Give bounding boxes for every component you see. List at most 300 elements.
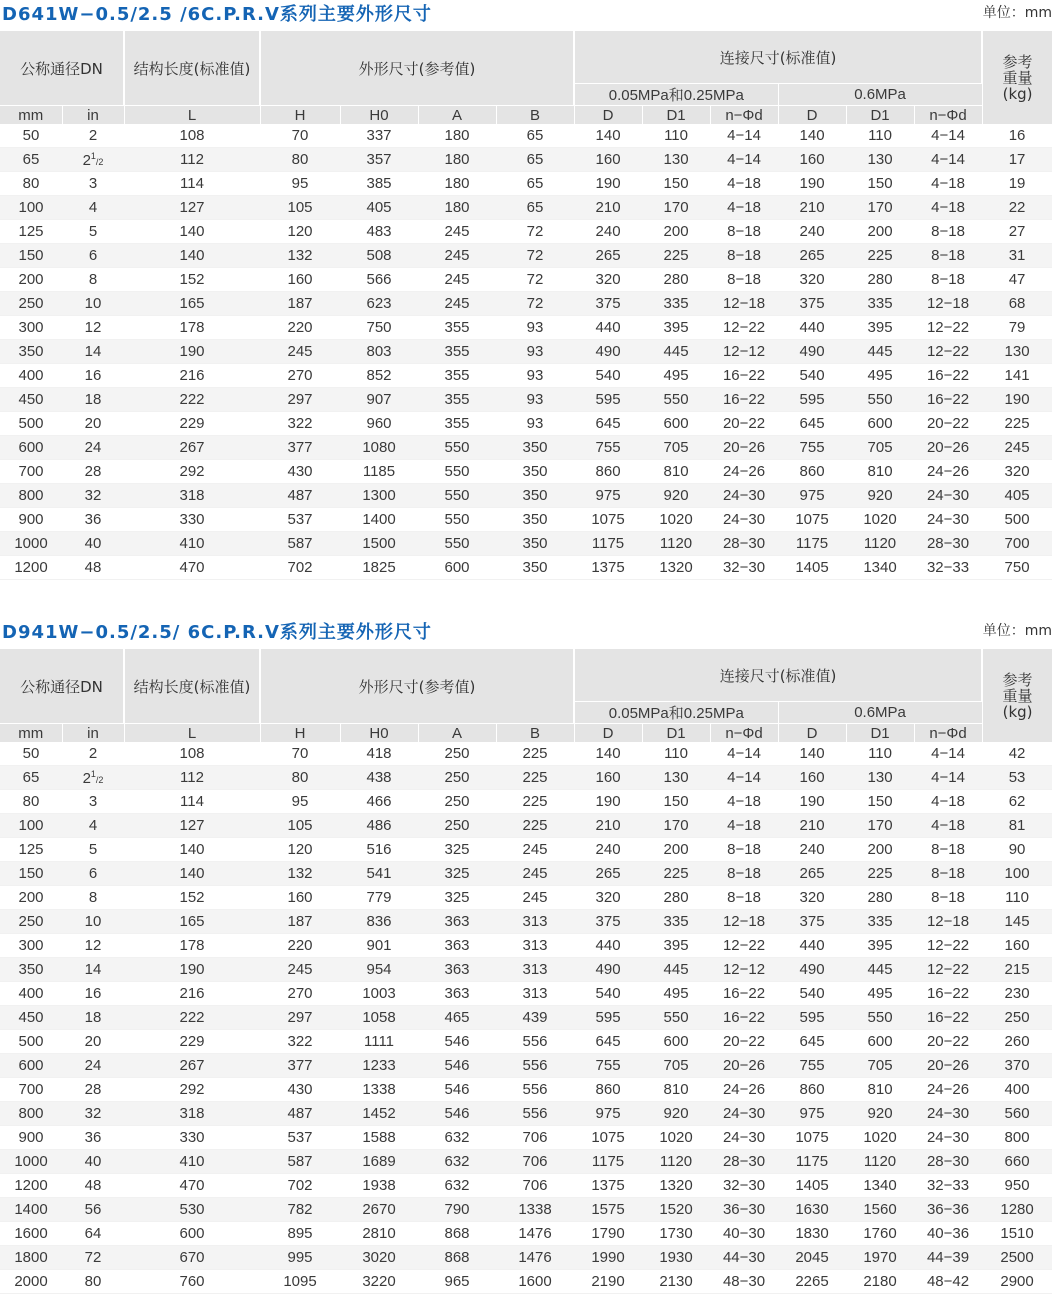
table-cell: 245 bbox=[418, 292, 496, 316]
table-cell: 10 bbox=[62, 910, 124, 934]
table-cell: 1200 bbox=[0, 1174, 62, 1198]
table-cell: 632 bbox=[418, 1174, 496, 1198]
table-cell: 225 bbox=[496, 814, 574, 838]
table-cell: 200 bbox=[0, 886, 62, 910]
table-cell: 320 bbox=[778, 268, 846, 292]
table-row bbox=[0, 124, 1052, 148]
table-cell: 318 bbox=[124, 484, 260, 508]
table-cell: 24−30 bbox=[710, 1102, 778, 1126]
table-cell: 24−26 bbox=[914, 460, 982, 484]
col-in: in bbox=[62, 106, 124, 125]
table-cell: 225 bbox=[496, 766, 574, 790]
table-cell: 450 bbox=[0, 388, 62, 412]
table-cell: 250 bbox=[982, 1006, 1052, 1030]
table-cell: 860 bbox=[574, 460, 642, 484]
col-nd-low: n−Φd bbox=[710, 106, 778, 125]
table-cell: 810 bbox=[846, 460, 914, 484]
table-cell: 566 bbox=[340, 268, 418, 292]
col-mm: mm bbox=[0, 106, 62, 125]
header-dn: 公称通径DN bbox=[0, 31, 124, 106]
table-cell: 4−14 bbox=[710, 124, 778, 148]
table-cell: 1175 bbox=[574, 532, 642, 556]
table-cell: 810 bbox=[642, 1078, 710, 1102]
table-row bbox=[0, 1246, 1052, 1270]
table-cell: 6 bbox=[62, 244, 124, 268]
table-cell: 200 bbox=[846, 838, 914, 862]
table-cell: 330 bbox=[124, 508, 260, 532]
table-cell: 2180 bbox=[846, 1270, 914, 1294]
table-cell: 2190 bbox=[574, 1270, 642, 1294]
table-row bbox=[0, 1054, 1052, 1078]
table-cell: 40−30 bbox=[710, 1222, 778, 1246]
table-cell: 755 bbox=[778, 436, 846, 460]
table-cell: 430 bbox=[260, 460, 340, 484]
col-D-high: D bbox=[778, 106, 846, 125]
table-cell: 225 bbox=[496, 790, 574, 814]
table-cell: 245 bbox=[496, 862, 574, 886]
table-cell: 65 bbox=[496, 196, 574, 220]
table-cell: 90 bbox=[982, 838, 1052, 862]
table-cell: 80 bbox=[0, 790, 62, 814]
table-cell: 48 bbox=[62, 1174, 124, 1198]
table-cell: 705 bbox=[846, 436, 914, 460]
table-cell: 445 bbox=[642, 958, 710, 982]
table-cell: 706 bbox=[496, 1150, 574, 1174]
table-cell: 975 bbox=[574, 1102, 642, 1126]
table-row bbox=[0, 508, 1052, 532]
table-cell: 12−22 bbox=[914, 340, 982, 364]
table-cell: 240 bbox=[778, 220, 846, 244]
table-cell: 260 bbox=[982, 1030, 1052, 1054]
table-cell: 868 bbox=[418, 1246, 496, 1270]
table-cell: 1476 bbox=[496, 1222, 574, 1246]
table-cell: 150 bbox=[846, 790, 914, 814]
table-cell: 3220 bbox=[340, 1270, 418, 1294]
table-cell: 110 bbox=[846, 124, 914, 148]
table-cell: 440 bbox=[778, 316, 846, 340]
table-cell: 190 bbox=[778, 790, 846, 814]
table-cell: 81 bbox=[982, 814, 1052, 838]
table-row bbox=[0, 556, 1052, 580]
table-cell: 250 bbox=[418, 790, 496, 814]
table-cell: 470 bbox=[124, 556, 260, 580]
table-cell: 325 bbox=[418, 862, 496, 886]
table-cell: 377 bbox=[260, 1054, 340, 1078]
col-in: in bbox=[62, 724, 124, 743]
table-cell: 114 bbox=[124, 790, 260, 814]
table-cell: 16−22 bbox=[914, 982, 982, 1006]
table-cell: 350 bbox=[0, 340, 62, 364]
table-cell: 225 bbox=[642, 244, 710, 268]
table-cell: 200 bbox=[0, 268, 62, 292]
table-row bbox=[0, 790, 1052, 814]
table-cell: 180 bbox=[418, 172, 496, 196]
table-cell: 20−22 bbox=[710, 412, 778, 436]
table-cell: 350 bbox=[496, 556, 574, 580]
table-cell: 320 bbox=[982, 460, 1052, 484]
header-weight bbox=[982, 31, 1052, 124]
table-cell: $2^1/2$ bbox=[62, 148, 124, 172]
table-cell: 12−18 bbox=[710, 910, 778, 934]
table-cell: 4−18 bbox=[710, 814, 778, 838]
table-cell: 550 bbox=[846, 1006, 914, 1030]
table-cell: 65 bbox=[496, 148, 574, 172]
table-cell: 120 bbox=[260, 838, 340, 862]
table-cell: 706 bbox=[496, 1174, 574, 1198]
col-A: A bbox=[418, 106, 496, 125]
table-cell: 836 bbox=[340, 910, 418, 934]
table-cell: 755 bbox=[778, 1054, 846, 1078]
table-cell: 335 bbox=[642, 910, 710, 934]
table-cell: 36 bbox=[62, 508, 124, 532]
table-cell: 537 bbox=[260, 508, 340, 532]
table-cell: 322 bbox=[260, 1030, 340, 1054]
table-cell: 445 bbox=[846, 340, 914, 364]
table-cell: 810 bbox=[642, 460, 710, 484]
table-cell: 1338 bbox=[496, 1198, 574, 1222]
table-cell: 1970 bbox=[846, 1246, 914, 1270]
table-cell: 600 bbox=[846, 1030, 914, 1054]
table-cell: 600 bbox=[124, 1222, 260, 1246]
table-row bbox=[0, 196, 1052, 220]
table-cell: 250 bbox=[418, 814, 496, 838]
table-cell: 16−22 bbox=[914, 364, 982, 388]
section-header bbox=[0, 618, 1052, 644]
table-row bbox=[0, 1006, 1052, 1030]
table-row bbox=[0, 910, 1052, 934]
table-cell: 950 bbox=[982, 1174, 1052, 1198]
table-cell: 32 bbox=[62, 484, 124, 508]
table-cell: 145 bbox=[982, 910, 1052, 934]
unit-label: 单位：mm bbox=[982, 623, 1052, 639]
table-cell: 2130 bbox=[642, 1270, 710, 1294]
table-cell: 150 bbox=[642, 172, 710, 196]
table-cell: 16−22 bbox=[710, 364, 778, 388]
table-cell: 70 bbox=[260, 124, 340, 148]
table-cell: 12 bbox=[62, 316, 124, 340]
table-cell: 920 bbox=[846, 1102, 914, 1126]
table-cell: 385 bbox=[340, 172, 418, 196]
table-cell: 5 bbox=[62, 838, 124, 862]
table-cell: 487 bbox=[260, 1102, 340, 1126]
table-cell: 595 bbox=[574, 388, 642, 412]
table-cell: 4−18 bbox=[914, 196, 982, 220]
table-cell: 132 bbox=[260, 862, 340, 886]
table-cell: 24 bbox=[62, 1054, 124, 1078]
table-cell: 350 bbox=[496, 532, 574, 556]
table-cell: 355 bbox=[418, 388, 496, 412]
table-cell: 28−30 bbox=[710, 532, 778, 556]
table-cell: 8−18 bbox=[710, 268, 778, 292]
section-header bbox=[0, 0, 1052, 26]
table-cell: 1175 bbox=[778, 532, 846, 556]
table-cell: 48−42 bbox=[914, 1270, 982, 1294]
table-cell: 31 bbox=[982, 244, 1052, 268]
table-cell: 53 bbox=[982, 766, 1052, 790]
table-cell: 190 bbox=[124, 340, 260, 364]
table-cell: 975 bbox=[778, 1102, 846, 1126]
table-cell: 779 bbox=[340, 886, 418, 910]
table-cell: 110 bbox=[642, 742, 710, 766]
table-cell: 24−30 bbox=[914, 1126, 982, 1150]
table-cell: 600 bbox=[0, 1054, 62, 1078]
table-cell: 14 bbox=[62, 958, 124, 982]
table-cell: 810 bbox=[846, 1078, 914, 1102]
table-cell: 24−30 bbox=[710, 508, 778, 532]
table-row bbox=[0, 1222, 1052, 1246]
table-cell: 64 bbox=[62, 1222, 124, 1246]
table-row bbox=[0, 412, 1052, 436]
table-cell: 418 bbox=[340, 742, 418, 766]
table-cell: 920 bbox=[642, 1102, 710, 1126]
table-cell: 40 bbox=[62, 1150, 124, 1174]
table-cell: 16 bbox=[62, 364, 124, 388]
table-cell: 901 bbox=[340, 934, 418, 958]
table-cell: 540 bbox=[778, 982, 846, 1006]
table-row bbox=[0, 1198, 1052, 1222]
table-cell: 325 bbox=[418, 838, 496, 862]
table-cell: 350 bbox=[496, 436, 574, 460]
table-cell: 160 bbox=[260, 886, 340, 910]
table-row bbox=[0, 982, 1052, 1006]
table-cell: 490 bbox=[778, 340, 846, 364]
table-cell: 24−30 bbox=[914, 508, 982, 532]
table-cell: 16−22 bbox=[710, 982, 778, 1006]
table-cell: 363 bbox=[418, 934, 496, 958]
table-row bbox=[0, 316, 1052, 340]
table-cell: 313 bbox=[496, 982, 574, 1006]
table-cell: 355 bbox=[418, 364, 496, 388]
table-cell: 1120 bbox=[846, 532, 914, 556]
table-cell: 702 bbox=[260, 556, 340, 580]
table-cell: 1405 bbox=[778, 1174, 846, 1198]
table-cell: 1000 bbox=[0, 1150, 62, 1174]
table-cell: 375 bbox=[574, 910, 642, 934]
table-cell: 12−22 bbox=[914, 934, 982, 958]
table-cell: 1075 bbox=[778, 508, 846, 532]
table-cell: 297 bbox=[260, 1006, 340, 1030]
table-cell: 47 bbox=[982, 268, 1052, 292]
table-cell: 267 bbox=[124, 436, 260, 460]
table-row bbox=[0, 484, 1052, 508]
table-cell: 160 bbox=[260, 268, 340, 292]
table-cell: 152 bbox=[124, 268, 260, 292]
table-cell: 1175 bbox=[778, 1150, 846, 1174]
table-cell: 225 bbox=[846, 862, 914, 886]
col-B: B bbox=[496, 724, 574, 743]
table-cell: 546 bbox=[418, 1102, 496, 1126]
table-cell: 12−12 bbox=[710, 958, 778, 982]
table-cell: 1400 bbox=[340, 508, 418, 532]
table-cell: 210 bbox=[778, 196, 846, 220]
table-cell: 1600 bbox=[0, 1222, 62, 1246]
table-cell: 954 bbox=[340, 958, 418, 982]
table-cell: 12−22 bbox=[710, 316, 778, 340]
col-nd-high: n−Φd bbox=[914, 724, 982, 743]
table-cell: 180 bbox=[418, 148, 496, 172]
table-row bbox=[0, 814, 1052, 838]
table-cell: 3020 bbox=[340, 1246, 418, 1270]
table-cell: 250 bbox=[0, 292, 62, 316]
table-cell: 1075 bbox=[574, 508, 642, 532]
table-cell: 705 bbox=[642, 1054, 710, 1078]
table-cell: 803 bbox=[340, 340, 418, 364]
table-cell: 350 bbox=[496, 460, 574, 484]
table-cell: 4−18 bbox=[710, 196, 778, 220]
table-cell: 1340 bbox=[846, 556, 914, 580]
table-cell: 860 bbox=[574, 1078, 642, 1102]
table-cell: 450 bbox=[0, 1006, 62, 1030]
table-cell: 8−18 bbox=[710, 886, 778, 910]
table-cell: 56 bbox=[62, 1198, 124, 1222]
table-cell: 20−26 bbox=[914, 1054, 982, 1078]
table-cell: 755 bbox=[574, 436, 642, 460]
table-cell: 313 bbox=[496, 934, 574, 958]
table-cell: 36 bbox=[62, 1126, 124, 1150]
table-cell: 1120 bbox=[642, 532, 710, 556]
table-cell: 357 bbox=[340, 148, 418, 172]
table-cell: 490 bbox=[574, 340, 642, 364]
table-cell: 790 bbox=[418, 1198, 496, 1222]
header-pressure-high: 0.6MPa bbox=[778, 702, 982, 724]
table-cell: 170 bbox=[846, 196, 914, 220]
table-cell: 600 bbox=[846, 412, 914, 436]
table-cell: $2^1/2$ bbox=[62, 766, 124, 790]
table-cell: 595 bbox=[778, 1006, 846, 1030]
col-L: L bbox=[124, 106, 260, 125]
table-cell: 556 bbox=[496, 1030, 574, 1054]
table-cell: 24−30 bbox=[914, 1102, 982, 1126]
table-cell: 375 bbox=[778, 292, 846, 316]
table-cell: 292 bbox=[124, 460, 260, 484]
table-cell: 2670 bbox=[340, 1198, 418, 1222]
table-cell: 4−18 bbox=[914, 172, 982, 196]
table-cell: 225 bbox=[496, 742, 574, 766]
table-cell: 600 bbox=[0, 436, 62, 460]
table-cell: 150 bbox=[0, 862, 62, 886]
table-cell: 1000 bbox=[0, 532, 62, 556]
table-cell: 495 bbox=[642, 364, 710, 388]
table-row bbox=[0, 1150, 1052, 1174]
table-cell: 8−18 bbox=[710, 838, 778, 862]
table-cell: 180 bbox=[418, 124, 496, 148]
table-cell: 1020 bbox=[846, 1126, 914, 1150]
table-cell: 4−14 bbox=[914, 148, 982, 172]
table-cell: 1520 bbox=[642, 1198, 710, 1222]
table-cell: 540 bbox=[574, 364, 642, 388]
table-cell: 160 bbox=[982, 934, 1052, 958]
table-cell: 1452 bbox=[340, 1102, 418, 1126]
table-section-d941w bbox=[0, 618, 1052, 1294]
table-cell: 112 bbox=[124, 148, 260, 172]
table-row bbox=[0, 532, 1052, 556]
col-D1-high: D1 bbox=[846, 106, 914, 125]
header-weight-line3: (kg) bbox=[1002, 84, 1033, 103]
table-cell: 540 bbox=[574, 982, 642, 1006]
table-cell: 105 bbox=[260, 814, 340, 838]
table-cell: 225 bbox=[846, 244, 914, 268]
table-cell: 320 bbox=[574, 886, 642, 910]
table-cell: 322 bbox=[260, 412, 340, 436]
table-cell: 410 bbox=[124, 532, 260, 556]
table-cell: 250 bbox=[418, 766, 496, 790]
table-cell: 556 bbox=[496, 1102, 574, 1126]
table-cell: 330 bbox=[124, 1126, 260, 1150]
table-cell: 95 bbox=[260, 172, 340, 196]
table-cell: 1020 bbox=[642, 1126, 710, 1150]
table-cell: 645 bbox=[778, 412, 846, 436]
table-cell: 125 bbox=[0, 220, 62, 244]
table-row bbox=[0, 220, 1052, 244]
table-cell: 4−14 bbox=[914, 742, 982, 766]
table-cell: 595 bbox=[778, 388, 846, 412]
table-cell: 1689 bbox=[340, 1150, 418, 1174]
table-cell: 900 bbox=[0, 508, 62, 532]
table-cell: 6 bbox=[62, 862, 124, 886]
table-cell: 265 bbox=[778, 862, 846, 886]
table-cell: 4−14 bbox=[710, 766, 778, 790]
table-cell: 20−26 bbox=[710, 1054, 778, 1078]
table-cell: 114 bbox=[124, 172, 260, 196]
table-cell: 20−22 bbox=[914, 1030, 982, 1054]
table-cell: 1938 bbox=[340, 1174, 418, 1198]
table-cell: 28 bbox=[62, 460, 124, 484]
table-cell: 140 bbox=[778, 124, 846, 148]
table-cell: 280 bbox=[846, 886, 914, 910]
table-cell: 19 bbox=[982, 172, 1052, 196]
table-row bbox=[0, 436, 1052, 460]
table-cell: 1075 bbox=[574, 1126, 642, 1150]
table-cell: 4−14 bbox=[914, 766, 982, 790]
table-cell: 556 bbox=[496, 1078, 574, 1102]
col-mm: mm bbox=[0, 724, 62, 743]
table-cell: 965 bbox=[418, 1270, 496, 1294]
table-cell: 1930 bbox=[642, 1246, 710, 1270]
dimension-table bbox=[0, 649, 1052, 1294]
table-cell: 28−30 bbox=[710, 1150, 778, 1174]
table-cell: 350 bbox=[496, 508, 574, 532]
table-cell: 152 bbox=[124, 886, 260, 910]
table-cell: 245 bbox=[496, 886, 574, 910]
table-cell: 28−30 bbox=[914, 1150, 982, 1174]
table-row bbox=[0, 1030, 1052, 1054]
table-cell: 4−14 bbox=[710, 148, 778, 172]
table-cell: 1405 bbox=[778, 556, 846, 580]
table-cell: 140 bbox=[574, 124, 642, 148]
table-cell: 14 bbox=[62, 340, 124, 364]
table-cell: 120 bbox=[260, 220, 340, 244]
table-cell: 670 bbox=[124, 1246, 260, 1270]
table-cell: 216 bbox=[124, 364, 260, 388]
table-cell: 130 bbox=[982, 340, 1052, 364]
table-cell: 313 bbox=[496, 958, 574, 982]
table-cell: 160 bbox=[574, 766, 642, 790]
table-cell: 490 bbox=[574, 958, 642, 982]
table-cell: 4 bbox=[62, 814, 124, 838]
table-cell: 245 bbox=[418, 244, 496, 268]
table-row bbox=[0, 766, 1052, 790]
header-connection: 连接尺寸(标准值) bbox=[574, 31, 982, 84]
table-cell: 1200 bbox=[0, 556, 62, 580]
table-cell: 190 bbox=[778, 172, 846, 196]
table-cell: 150 bbox=[642, 790, 710, 814]
table-row bbox=[0, 388, 1052, 412]
table-cell: 1320 bbox=[642, 1174, 710, 1198]
table-cell: 16−22 bbox=[710, 388, 778, 412]
table-cell: 550 bbox=[418, 484, 496, 508]
table-cell: 486 bbox=[340, 814, 418, 838]
table-cell: 24−26 bbox=[914, 1078, 982, 1102]
